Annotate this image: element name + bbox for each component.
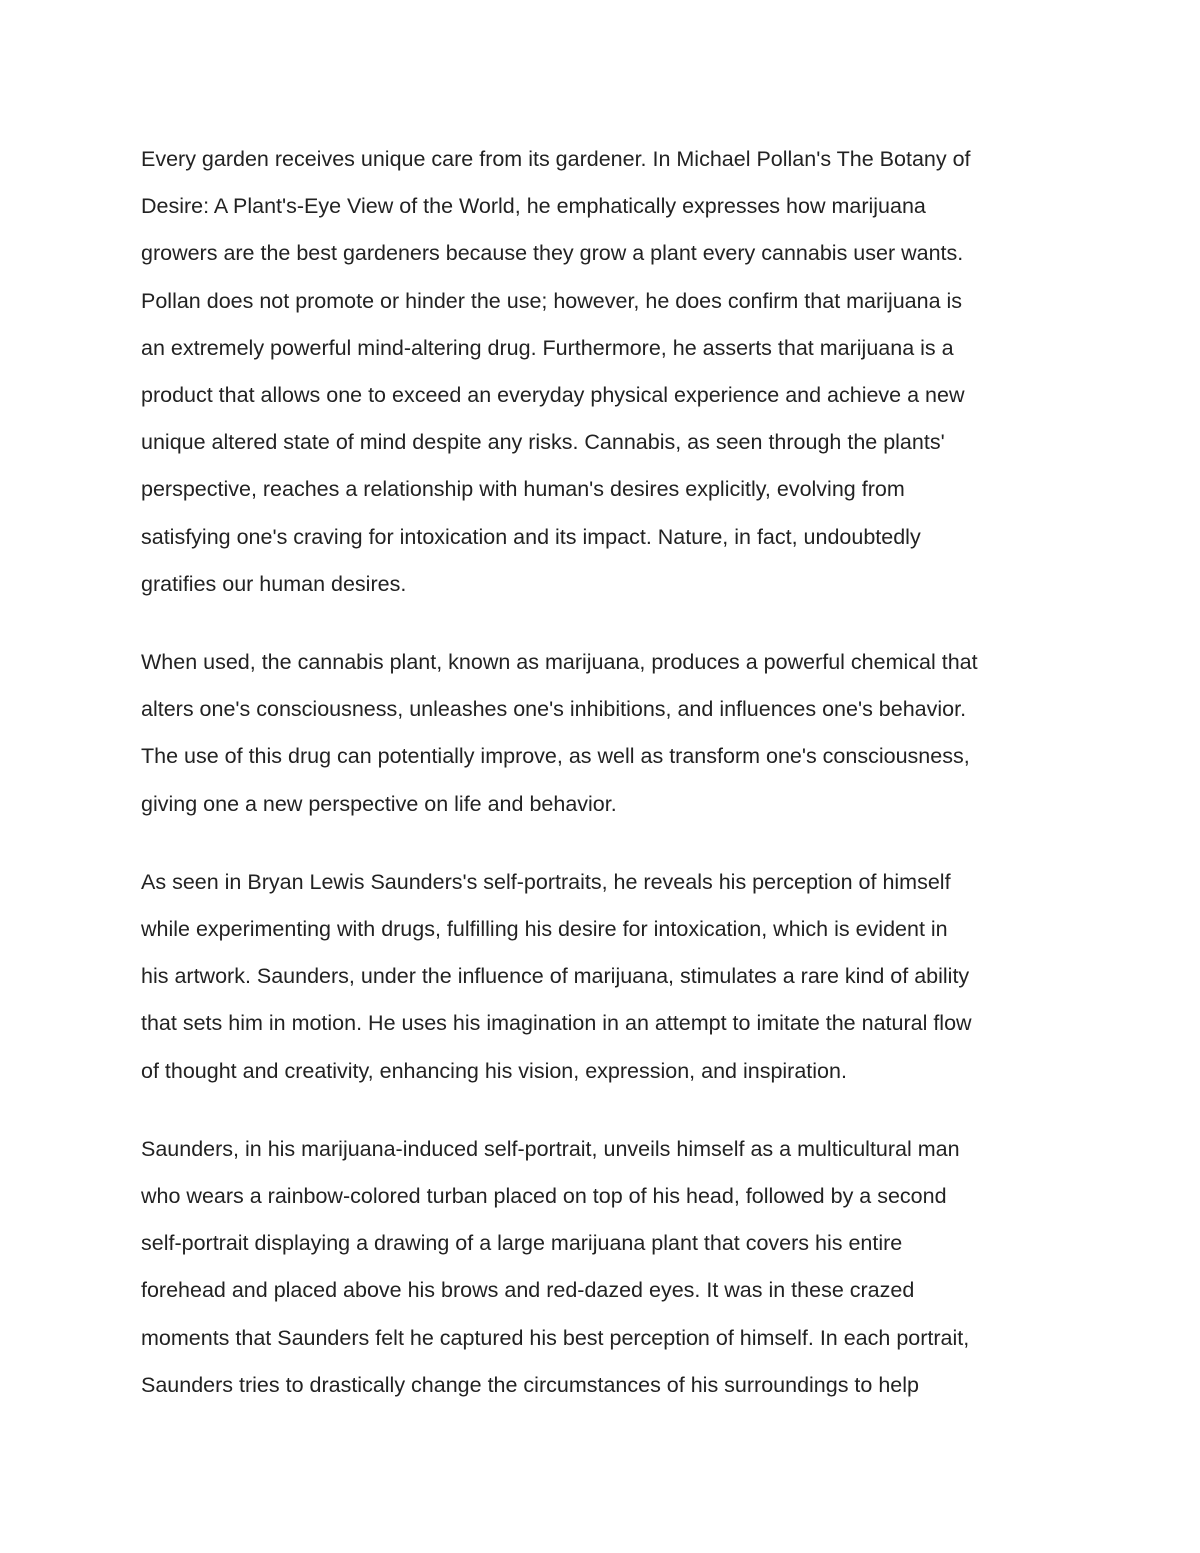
text-line: an extremely powerful mind-altering drug. Furthermore, he asserts that marijuana is a xyxy=(141,335,954,360)
text-line: Saunders tries to drastically change the circumstances of his surroundings to help xyxy=(141,1372,919,1397)
text-line: perspective, reaches a relationship with human's desires explicitly, evolving from xyxy=(141,477,905,502)
paragraph-2 xyxy=(141,639,1066,828)
text-line: unique altered state of mind despite any risks. Cannabis, as seen through the plants' xyxy=(141,430,945,455)
text-line: alters one's consciousness, unleashes one's inhibitions, and influences one's behavior. xyxy=(141,697,967,722)
text-line: of thought and creativity, enhancing his vision, expression, and inspiration. xyxy=(141,1058,847,1083)
text-line: that sets him in motion. He uses his imagination in an attempt to imitate the natural flow xyxy=(141,1011,972,1036)
text-line: satisfying one's craving for intoxication and its impact. Nature, in fact, undoubtedly xyxy=(141,524,921,549)
text-line: The use of this drug can potentially improve, as well as transform one's consciousness, xyxy=(141,744,970,769)
paragraph-3 xyxy=(141,859,1066,1095)
document-body xyxy=(141,136,1066,1440)
text-line: Every garden receives unique care from its gardener. In Michael Pollan's The Botany of xyxy=(141,147,971,171)
text-line: growers are the best gardeners because they grow a plant every cannabis user wants. xyxy=(141,241,964,266)
text-line: Pollan does not promote or hinder the use; however, he does confirm that marijuana is xyxy=(141,288,963,313)
text-line: forehead and placed above his brows and red-dazed eyes. It was in these crazed xyxy=(141,1278,915,1303)
text-line: As seen in Bryan Lewis Saunders's self-portraits, he reveals his perception of himself xyxy=(141,869,951,894)
paragraph-1 xyxy=(141,136,1066,608)
text-line: gratifies our human desires. xyxy=(141,571,407,596)
text-line: Desire: A Plant's-Eye View of the World, he emphatically expresses how marijuana xyxy=(141,194,926,219)
text-line: who wears a rainbow-colored turban placed on top of his head, followed by a second xyxy=(141,1184,947,1209)
text-line: When used, the cannabis plant, known as marijuana, produces a powerful chemical that xyxy=(141,650,978,675)
text-line: self-portrait displaying a drawing of a large marijuana plant that covers his entire xyxy=(141,1231,903,1256)
text-line: giving one a new perspective on life and behavior. xyxy=(141,791,617,816)
text-line: Saunders, in his marijuana-induced self-portrait, unveils himself as a multicultural man xyxy=(141,1136,960,1161)
paragraph-4 xyxy=(141,1126,1066,1409)
text-line: his artwork. Saunders, under the influence of marijuana, stimulates a rare kind of ability xyxy=(141,964,970,989)
text-line: moments that Saunders felt he captured his best perception of himself. In each portrait, xyxy=(141,1325,970,1350)
text-line: product that allows one to exceed an everyday physical experience and achieve a new xyxy=(141,383,965,408)
text-line: while experimenting with drugs, fulfilling his desire for intoxication, which is evident in xyxy=(141,917,948,942)
